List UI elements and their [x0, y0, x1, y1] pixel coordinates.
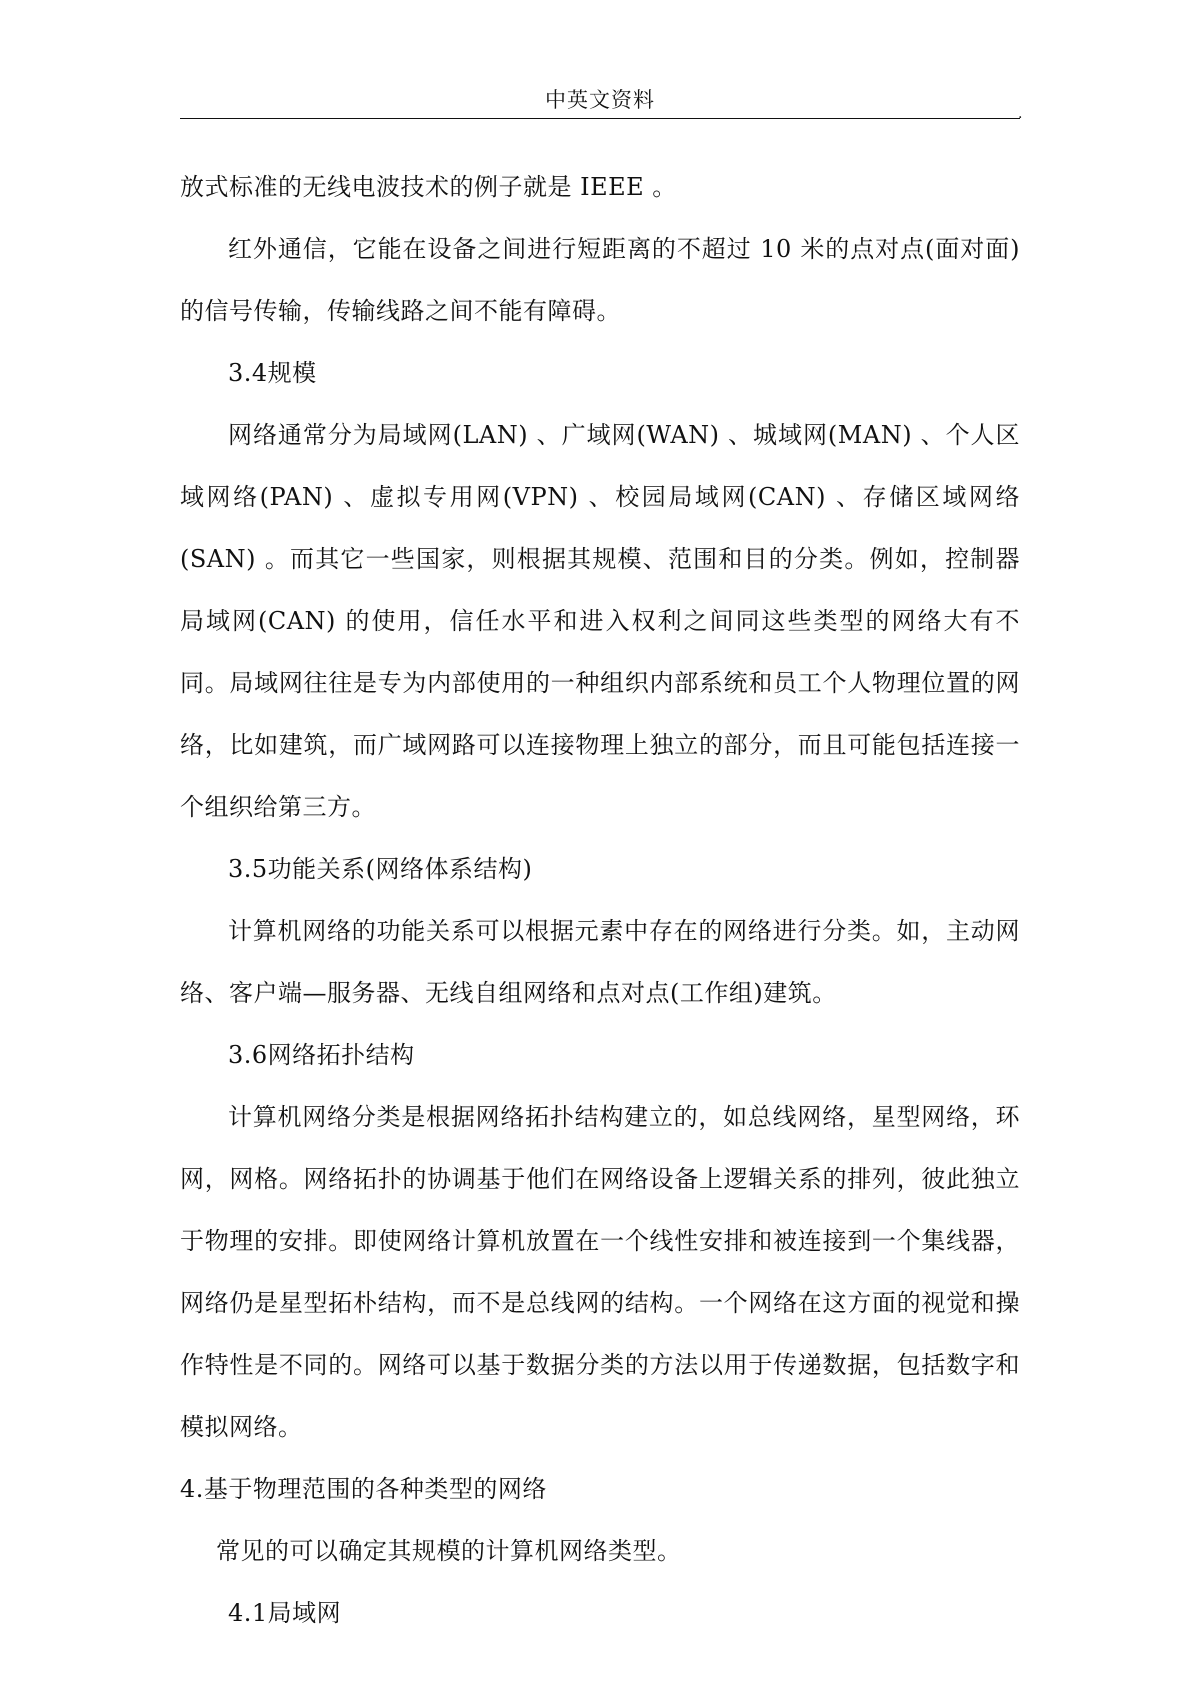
section-heading-3-5: 3.5功能关系(网络体系结构) [228, 855, 533, 883]
section-heading-4: 4.基于物理范围的各种类型的网络 [180, 1475, 547, 1503]
header-mark: . [1018, 106, 1023, 122]
section-heading-3-6: 3.6网络拓扑结构 [228, 1041, 415, 1069]
paragraph-functional-relation: 计算机网络的功能关系可以根据元素中存在的网络进行分类。如，主动网络、客户端—服务器、无线自组网络和点对点(工作组)建筑。 [180, 917, 1020, 1007]
section-heading-3-4: 3.4规模 [228, 359, 317, 387]
document-body [180, 156, 1020, 1644]
page-header-title: 中英文资料 [545, 88, 655, 112]
paragraph-infrared: 红外通信，它能在设备之间进行短距离的不超过 10 米的点对点(面对面)的信号传输，传输线路之间不能有障碍。 [180, 235, 1020, 325]
paragraph-common-types: 常见的可以确定其规模的计算机网络类型。 [216, 1537, 682, 1565]
paragraph-topology: 计算机网络分类是根据网络拓扑结构建立的，如总线网络，星型网络，环网，网格。网络拓扑的协调基于他们在网络设备上逻辑关系的排列，彼此独立于物理的安排。即使网络计算机放置在一个线性安排和被连接到一个集线器，网络仍是星型拓朴结构，而不是总线网的结构。一个网络在这方面的视觉和操作特性是不同的。网络可以基于数据分类的方法以用于传递数据，包括数字和模拟网络。 [180, 1103, 1020, 1441]
section-heading-4-1: 4.1局域网 [228, 1599, 342, 1627]
header-rule [180, 118, 1020, 119]
paragraph-ieee: 放式标准的无线电波技术的例子就是 IEEE 。 [180, 173, 677, 201]
paragraph-scale: 网络通常分为局域网(LAN) 、广域网(WAN) 、城域网(MAN) 、个人区域网络(PAN) 、虚拟专用网(VPN) 、校园局域网(CAN) 、存储区域网络(SAN) 。而其它一些国家，则根据其规模、范围和目的分类。例如，控制器局域网(CAN) 的使用，信任水平和进入权利之间同这些类型的网络大有不同。局域网往往是专为内部使用的一种组织内部系统和员工个人物理位置的网络，比如建筑，而广域网路可以连接物理上独立的部分，而且可能包括连接一个组织给第三方。 [180, 421, 1020, 821]
